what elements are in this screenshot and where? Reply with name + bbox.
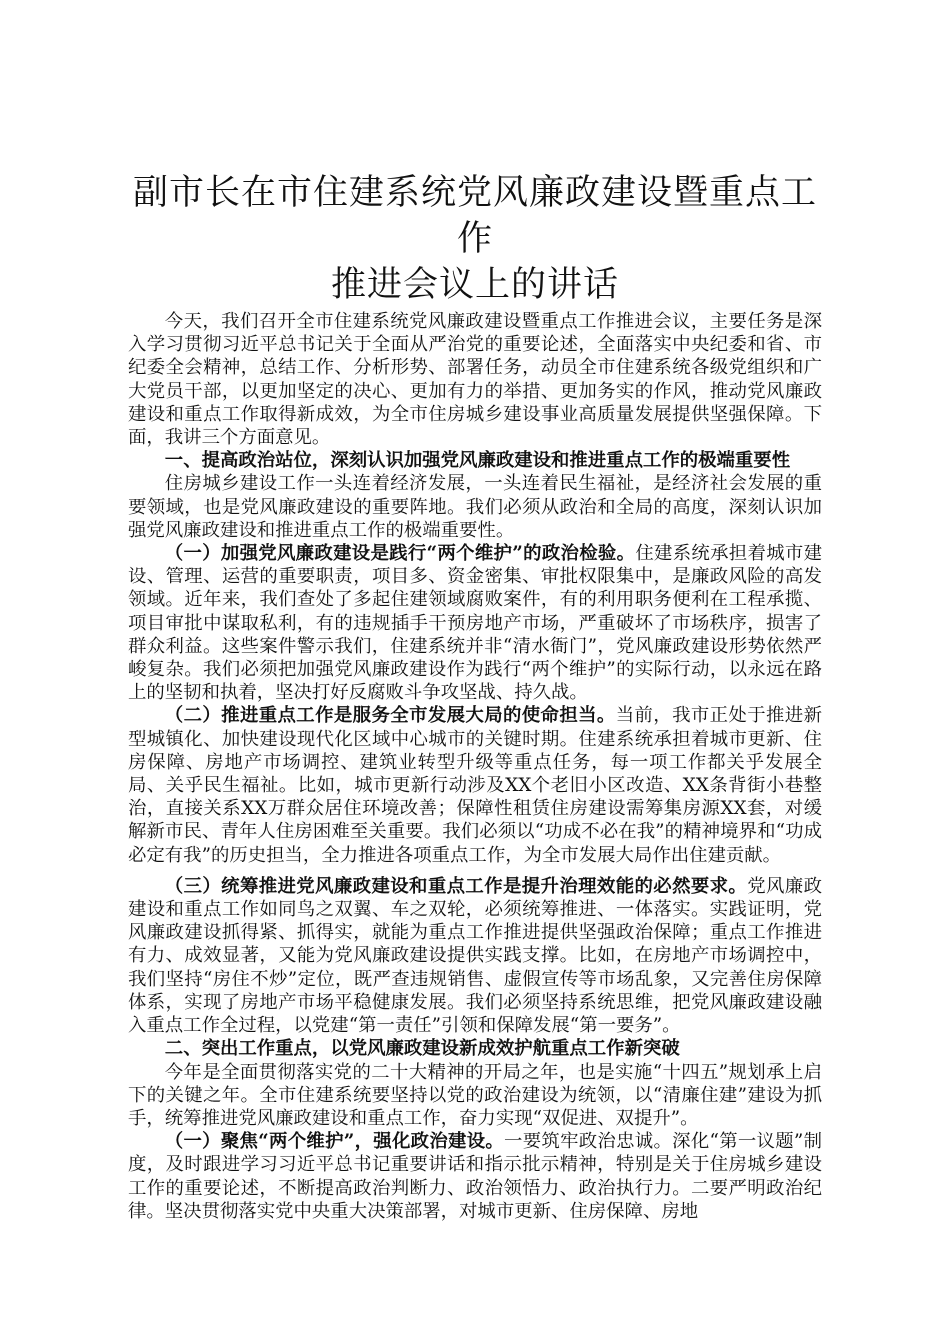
section-1-point-1: （一）加强党风廉政建设是践行“两个维护”的政治检验。住建系统承担着城市建设、管理、运营的重要职责，项目多、资金密集、审批权限集中，是廉政风险的高发领域。近年来，我们查处了多起住建领域腐败案件，有的利用职务便利在工程承揽、项目审批中谋取私利，有的违规插手干预房地产市场，严重破坏了市场秩序，损害了群众利益。这些案件警示我们，住建系统并非“清水衙门”，党风廉政建设形势依然严峻复杂。我们必须把加强党风廉政建设作为践行“两个维护”的实际行动，以永远在路上的坚韧和执着，坚决打好反腐败斗争攻坚战、持久战。 (128, 543, 822, 704)
title-line-2: 推进会议上的讲话 (330, 265, 619, 305)
intro-paragraph: 今天，我们召开全市住建系统党风廉政建设暨重点工作推进会议，主要任务是深入学习贯彻习近平总书记关于全面从严治党的重要论述，全面落实中央纪委和省、市纪委全会精神，总结工作、分析形势、部署任务，动员全市住建系统各级党组织和广大党员干部，以更加坚定的决心、更加有力的举措、更加务实的作风，推动党风廉政建设和重点工作取得新成效，为全市住房城乡建设事业高质量发展提供坚强保障。下面，我讲三个方面意见。 (128, 311, 822, 449)
section-2-point-1: （一）聚焦“两个维护”，强化政治建设。一要筑牢政治忠诚。深化“第一议题”制度，及时跟进学习习近平总书记重要讲话和指示批示精神，特别是关于住房城乡建设工作的重要论述，不断提高政治判断力、政治领悟力、政治执行力。二要严明政治纪律。坚决贯彻落实党中央重大决策部署，对城市更新、住房保障、房地 (128, 1131, 822, 1222)
document-title (128, 170, 822, 308)
section-1-point-2: （二）推进重点工作是服务全市发展大局的使命担当。当前，我市正处于推进新型城镇化、加快建设现代化区域中心城市的关键时期。住建系统承担着城市更新、住房保障、房地产市场调控、建筑业转型升级等重点任务，每一项工作都关乎发展全局、关乎民生福祉。比如，城市更新行动涉及XX个老旧小区改造、XX条背街小巷整治，直接关系XX万群众居住环境改善；保障性租赁住房建设需筹集房源XX套，对缓解新市民、青年人住房困难至关重要。我们必须以“功成不必在我”的精神境界和“功成必定有我”的历史担当，全力推进各项重点工作，为全市发展大局作出住建贡献。 (128, 705, 822, 866)
document-page (128, 170, 822, 1223)
section-1-point-3: （三）统筹推进党风廉政建设和重点工作是提升治理效能的必然要求。党风廉政建设和重点工作如同鸟之双翼、车之双轮，必须统筹推进、一体落实。实践证明，党风廉政建设抓得紧、抓得实，就能为重点工作推进提供坚强政治保障；重点工作推进有力、成效显著，又能为党风廉政建设提供实践支撑。比如，在房地产市场调控中，我们坚持“房住不炒”定位，既严查违规销售、虚假宣传等市场乱象，又完善住房保障体系，实现了房地产市场平稳健康发展。我们必须坚持系统思维，把党风廉政建设融入重点工作全过程，以党建“第一责任”引领和保障发展“第一要务”。 (128, 875, 822, 1037)
point-heading: （一）聚焦“两个维护”，强化政治建设。 (164, 1131, 505, 1153)
section-1-intro: 住房城乡建设工作一头连着经济发展，一头连着民生福祉，是经济社会发展的重要领域，也是党风廉政建设的重要阵地。我们必须从政治和全局的高度，深刻认识加强党风廉政建设和推进重点工作的极端重要性。 (128, 473, 822, 541)
point-heading: （三）统筹推进党风廉政建设和重点工作是提升治理效能的必然要求。 (164, 875, 748, 897)
section-2-intro: 今年是全面贯彻落实党的二十大精神的开局之年，也是实施“十四五”规划承上启下的关键之年。全市住建系统要坚持以党的政治建设为统领，以“清廉住建”建设为抓手，统筹推进党风廉政建设和重点工作，奋力实现“双促进、双提升”。 (128, 1061, 822, 1129)
point-heading: （二）推进重点工作是服务全市发展大局的使命担当。 (164, 705, 616, 727)
section-heading-1: 一、提高政治站位，深刻认识加强党风廉政建设和推进重点工作的极端重要性 (164, 450, 791, 472)
section-heading-2: 二、突出工作重点，以党风廉政建设新成效护航重点工作新突破 (164, 1038, 680, 1060)
point-heading: （一）加强党风廉政建设是践行“两个维护”的政治检验。 (164, 543, 636, 565)
title-line-1: 副市长在市住建系统党风廉政建设暨重点工作 (132, 173, 817, 259)
